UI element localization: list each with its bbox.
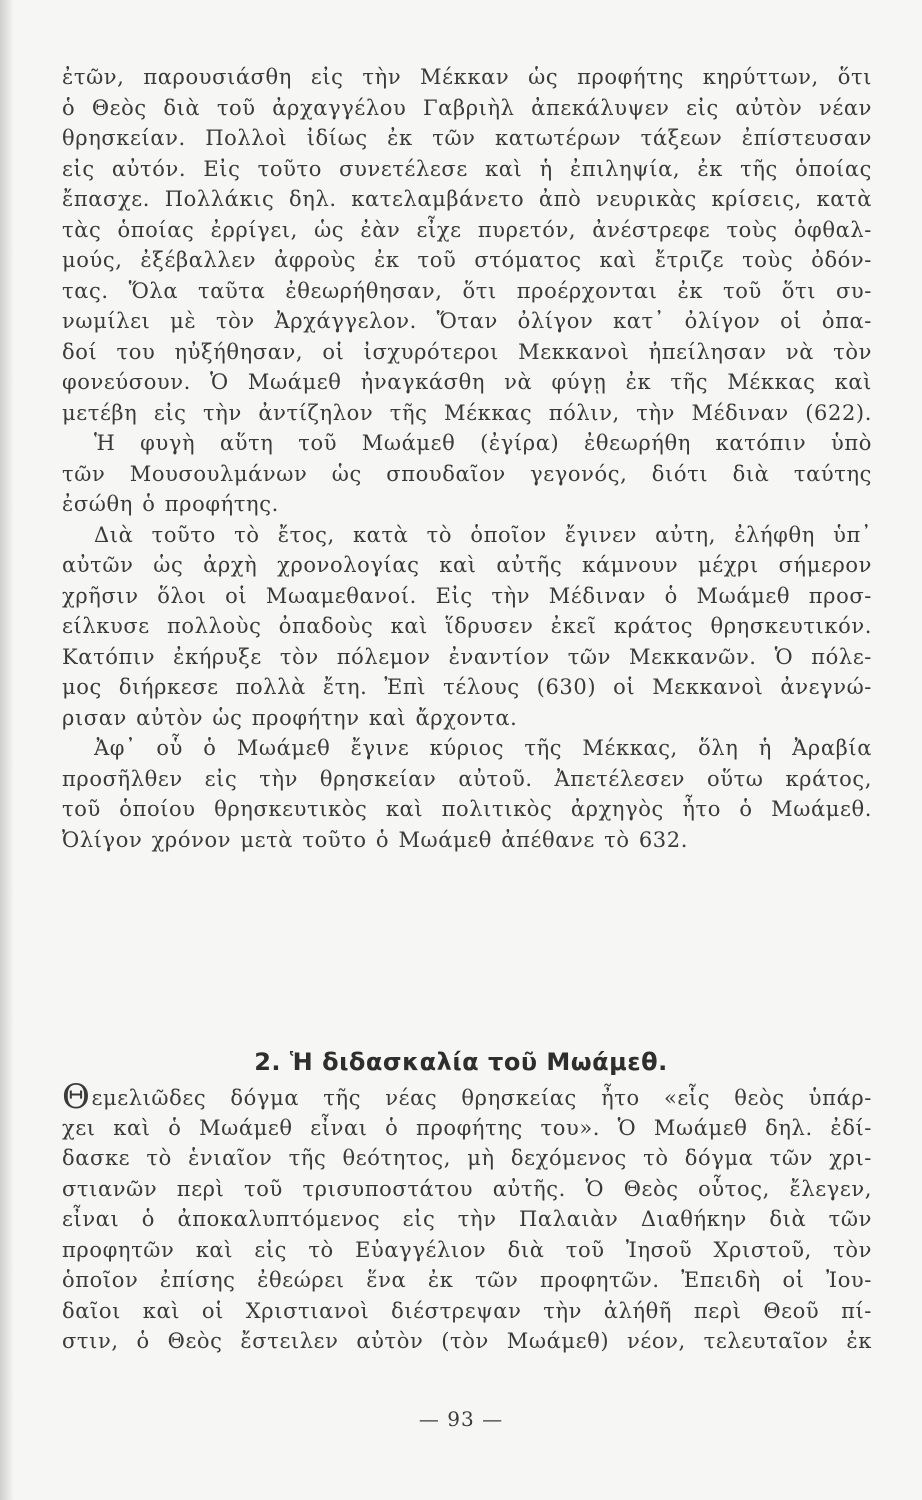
text-line: Ἀφ᾽ οὗ ὁ Μωάμεθ ἔγινε κύριος τῆς Μέκκας, ὅλη ἡ Ἀραβία bbox=[94, 736, 872, 760]
text-line: δαῖοι καὶ οἱ Χριστιανοὶ διέστρεψαν τὴν ἀλήθῆ περὶ Θεοῦ πί- bbox=[62, 1298, 872, 1323]
text-line: προφητῶν καὶ εἰς τὸ Εὐαγγέλιον διὰ τοῦ Ἰησοῦ Χριστοῦ, τὸν bbox=[62, 1237, 872, 1262]
text-line: τοῦ ὁποίου θρησκευτικὸς καὶ πολιτικὸς ἀρχηγὸς ἦτο ὁ Μωάμεθ. bbox=[62, 797, 872, 821]
drop-cap-letter: Θ bbox=[62, 1082, 91, 1113]
text-line: ρισαν αὐτὸν ὡς προφήτην καὶ ἄρχοντα. bbox=[62, 705, 518, 730]
text-line: στιν, ὁ Θεὸς ἔστειλεν αὐτὸν (τὸν Μωάμεθ) νέον, τελευταῖον ἐκ bbox=[62, 1329, 872, 1353]
text-line: ὁποῖον ἐπίσης ἐθεώρει ἕνα ἐκ τῶν προφητῶν. Ἐπειδὴ οἱ Ἰου- bbox=[62, 1268, 872, 1292]
text-line: δοί του ηὐξήθησαν, οἱ ἰσχυρότεροι Μεκκανοὶ ἠπείλησαν νὰ τὸν bbox=[62, 339, 872, 364]
text-line-with-dropcap bbox=[62, 1082, 872, 1113]
text-line: ἔπασχε. Πολλάκις δηλ. κατελαμβάνετο ἀπὸ νευρικὰς κρίσεις, κατὰ bbox=[62, 187, 872, 211]
text-line: Ὀλίγον χρόνον μετὰ τοῦτο ὁ Μωάμεθ ἀπέθανε τὸ 632. bbox=[62, 827, 688, 852]
text-line: ὁ Θεὸς διὰ τοῦ ἀρχαγγέλου Γαβριὴλ ἀπεκάλυψεν εἰς αὐτὸν νέαν bbox=[62, 95, 872, 120]
text-line: ἐτῶν, παρουσιάσθη εἰς τὴν Μέκκαν ὡς προφήτης κηρύττων, ὅτι bbox=[62, 65, 872, 89]
text-line: τας. Ὅλα ταῦτα ἐθεωρήθησαν, ὅτι προέρχονται ἐκ τοῦ ὅτι συ- bbox=[62, 278, 872, 303]
text-line: δασκε τὸ ἑνιαῖον τῆς θεότητος, μὴ δεχόμενος τὸ δόγμα τῶν χρι- bbox=[62, 1146, 872, 1170]
page-binding-shadow bbox=[0, 0, 14, 1500]
section-heading: 2. Ἡ διδασκαλία τοῦ Μωάμεθ. bbox=[254, 1048, 668, 1076]
text-line: νωμίλει μὲ τὸν Ἀρχάγγελον. Ὅταν ὀλίγον κατ᾽ ὀλίγον οἱ ὀπα- bbox=[62, 309, 872, 333]
text-line: Ἡ φυγὴ αὕτη τοῦ Μωάμεθ (ἐγίρα) ἐθεωρήθη κατόπιν ὑπὸ bbox=[94, 431, 872, 455]
text-line-rest: εμελιῶδες δόγμα τῆς νέας θρησκείας ἦτο «εἷς θεὸς ὑπάρ- bbox=[91, 1086, 872, 1110]
text-line: Διὰ τοῦτο τὸ ἔτος, κατὰ τὸ ὁποῖον ἔγινεν αὐτη, ἐλήφθη ὑπ᾽ bbox=[94, 522, 872, 547]
text-line: προσῆλθεν εἰς τὴν θρησκείαν αὐτοῦ. Ἀπετέλεσεν οὕτω κράτος, bbox=[62, 766, 872, 791]
text-line: μετέβη εἰς τὴν ἀντίζηλον τῆς Μέκκας πόλιν, τὴν Μέδιναν (622). bbox=[62, 400, 872, 425]
text-line: εἰς αὐτόν. Εἰς τοῦτο συνετέλεσε καὶ ἡ ἐπιληψία, ἐκ τῆς ὁποίας bbox=[62, 156, 872, 181]
page-number: — 93 — bbox=[418, 1407, 504, 1431]
text-line: χει καὶ ὁ Μωάμεθ εἶναι ὁ προφήτης του». Ὁ Μωάμεθ δηλ. ἐδί- bbox=[62, 1115, 872, 1140]
text-line: φονεύσουν. Ὁ Μωάμεθ ἠναγκάσθη νὰ φύγῃ ἐκ τῆς Μέκκας καὶ bbox=[62, 370, 872, 394]
text-line: θρησκείαν. Πολλοὶ ἰδίως ἐκ τῶν κατωτέρων τάξεων ἐπίστευσαν bbox=[62, 126, 872, 150]
text-line: αὐτῶν ὡς ἀρχὴ χρονολογίας καὶ αὐτῆς κάμνουν μέχρι σήμερον bbox=[62, 553, 872, 577]
text-line: μούς, ἐξέβαλλεν ἀφροὺς ἐκ τοῦ στόματος καὶ ἔτριζε τοὺς ὀδόν- bbox=[62, 248, 872, 272]
text-line: τῶν Μουσουλμάνων ὡς σπουδαῖον γεγονός, διότι διὰ ταύτης bbox=[62, 461, 872, 486]
body-text-bottom bbox=[62, 1082, 872, 1357]
text-line: είλκυσε πολλοὺς ὀπαδοὺς καὶ ἵδρυσεν ἐκεῖ κράτος θρησκευτικόν. bbox=[62, 614, 872, 638]
text-line: χρῆσιν ὅλοι οἱ Μωαμεθανοί. Εἰς τὴν Μέδιναν ὁ Μωάμεθ προσ- bbox=[62, 583, 872, 608]
text-line: ἐσώθη ὁ προφήτης. bbox=[62, 492, 279, 516]
text-line: στιανῶν περὶ τοῦ τρισυποστάτου αὐτῆς. Ὁ Θεὸς οὗτος, ἔλεγεν, bbox=[62, 1176, 872, 1201]
body-text-top bbox=[62, 62, 872, 855]
text-line: τὰς ὁποίας ἐρρίγει, ὡς ἐὰν εἶχε πυρετόν, ἀνέστρεφε τοὺς ὀφθαλ- bbox=[62, 217, 872, 242]
text-line: Κατόπιν ἐκήρυξε τὸν πόλεμον ἐναντίον τῶν Μεκκανῶν. Ὁ πόλε- bbox=[62, 644, 872, 669]
text-line: μος διήρκεσε πολλὰ ἔτη. Ἐπὶ τέλους (630) οἱ Μεκκανοὶ ἀνεγνώ- bbox=[62, 675, 872, 699]
text-line: εἶναι ὁ ἀποκαλυπτόμενος εἰς τὴν Παλαιὰν Διαθήκην διὰ τῶν bbox=[62, 1207, 872, 1231]
